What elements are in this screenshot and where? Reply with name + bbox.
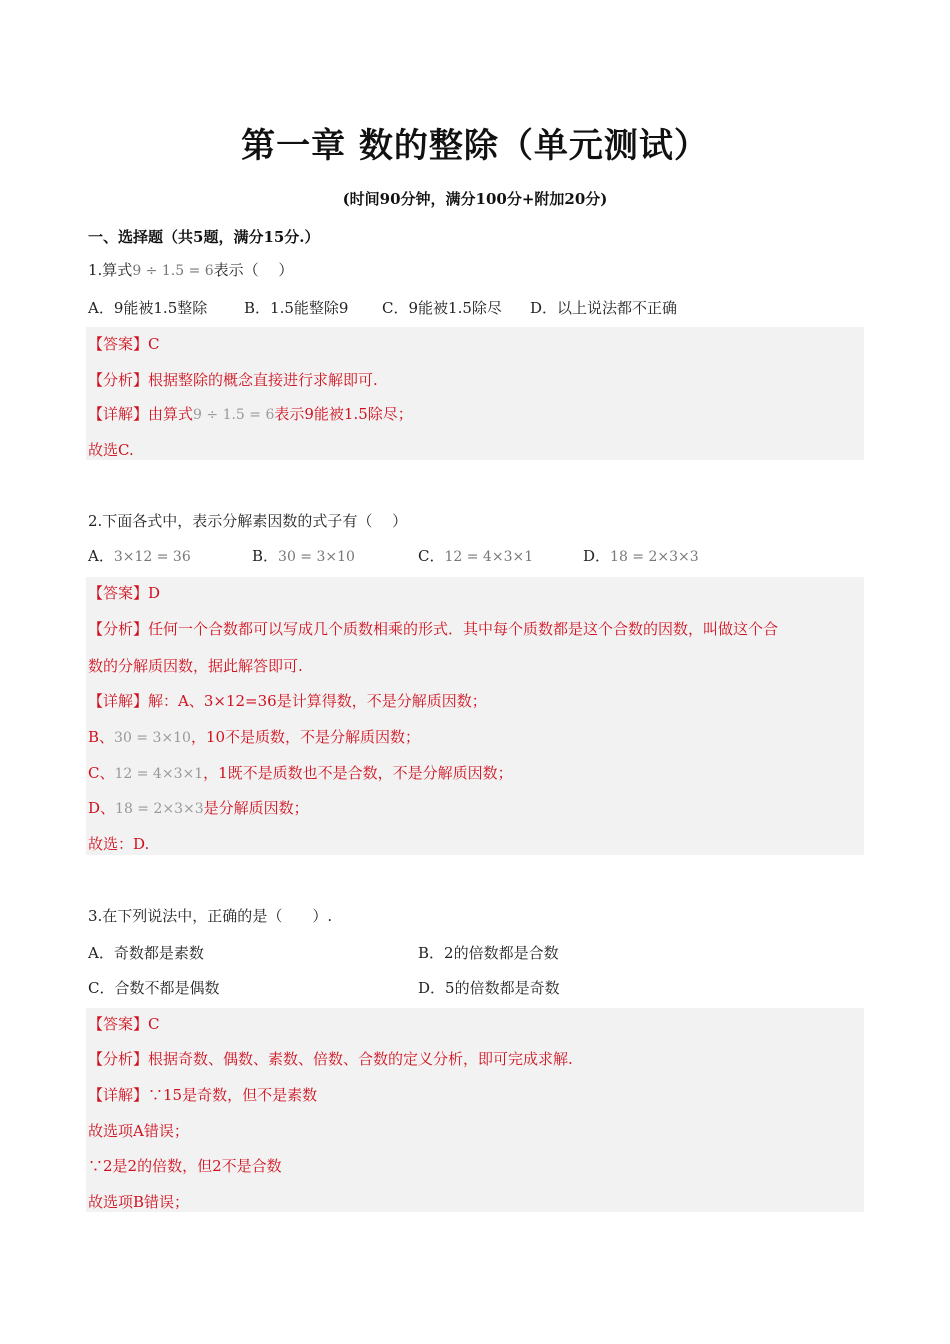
q1-expression: 9 ÷ 1.5 = 6 <box>132 263 214 279</box>
q3-answer: 【答案】C <box>88 1015 160 1033</box>
exam-subtitle: (时间90分钟，满分100分+附加20分) <box>342 190 608 208</box>
q3-detail-2: 故选项A错误； <box>88 1122 189 1140</box>
q3-option-b: B．2的倍数都是合数 <box>418 944 559 962</box>
q1-option-b: B．1.5能整除9 <box>244 299 349 317</box>
q2-answer: 【答案】D <box>88 584 161 602</box>
q3-answer-box <box>86 1008 864 1212</box>
q3-detail-3: ∵2是2的倍数，但2不是合数 <box>88 1157 282 1175</box>
question-2-stem: 2.下面各式中，表示分解素因数的式子有（ ） <box>88 512 408 530</box>
q2-option-b: B．30 = 3×10 <box>252 547 355 565</box>
q3-option-d: D．5的倍数都是奇数 <box>418 979 560 997</box>
q3-option-a: A．奇数都是素数 <box>88 944 204 962</box>
q2-option-a: A．3×12 = 36 <box>88 547 191 565</box>
q2-analysis-cont: 数的分解质因数，据此解答即可. <box>88 657 303 675</box>
q2-detail-d: D、18 = 2×3×3是分解质因数； <box>88 799 309 817</box>
q2-conclusion: 故选：D. <box>88 835 150 853</box>
q2-detail-b: B、30 = 3×10，10不是质数，不是分解质因数； <box>88 728 421 746</box>
q1-answer-box <box>86 327 864 460</box>
q2-answer-box <box>86 577 864 855</box>
page-title: 第一章 数的整除（单元测试） <box>241 126 709 166</box>
question-3-stem: 3.在下列说法中，正确的是（ ）. <box>88 907 333 925</box>
q1-analysis: 【分析】根据整除的概念直接进行求解即可. <box>88 371 378 389</box>
q1-detail: 【详解】由算式9 ÷ 1.5 = 6表示9能被1.5除尽； <box>88 405 413 423</box>
q3-detail-4: 故选项B错误； <box>88 1193 190 1211</box>
question-1-stem: 1.算式9 ÷ 1.5 = 6表示（ ） <box>88 261 294 279</box>
q2-detail-c: C、12 = 4×3×1，1既不是质数也不是合数，不是分解质因数； <box>88 764 513 782</box>
q1-answer: 【答案】C <box>88 335 160 353</box>
q2-analysis: 【分析】任何一个合数都可以写成几个质数相乘的形式．其中每个质数都是这个合数的因数，叫做这个合 <box>88 620 779 638</box>
q2-option-d: D．18 = 2×3×3 <box>583 547 699 565</box>
q1-option-a: A．9能被1.5整除 <box>88 299 208 317</box>
q1-option-c: C．9能被1.5除尽 <box>382 299 502 317</box>
q3-detail-1: 【详解】∵15是奇数，但不是素数 <box>88 1086 318 1104</box>
q2-detail-a: 【详解】解：A、3×12=36是计算得数，不是分解质因数； <box>88 692 487 710</box>
q2-option-c: C．12 = 4×3×1 <box>418 547 534 565</box>
q1-conclusion: 故选C. <box>88 441 134 459</box>
q3-option-c: C．合数不都是偶数 <box>88 979 220 997</box>
q3-analysis: 【分析】根据奇数、偶数、素数、倍数、合数的定义分析，即可完成求解. <box>88 1050 573 1068</box>
q1-option-d: D．以上说法都不正确 <box>530 299 678 317</box>
section-heading: 一、选择题（共5题，满分15分.） <box>88 228 320 246</box>
